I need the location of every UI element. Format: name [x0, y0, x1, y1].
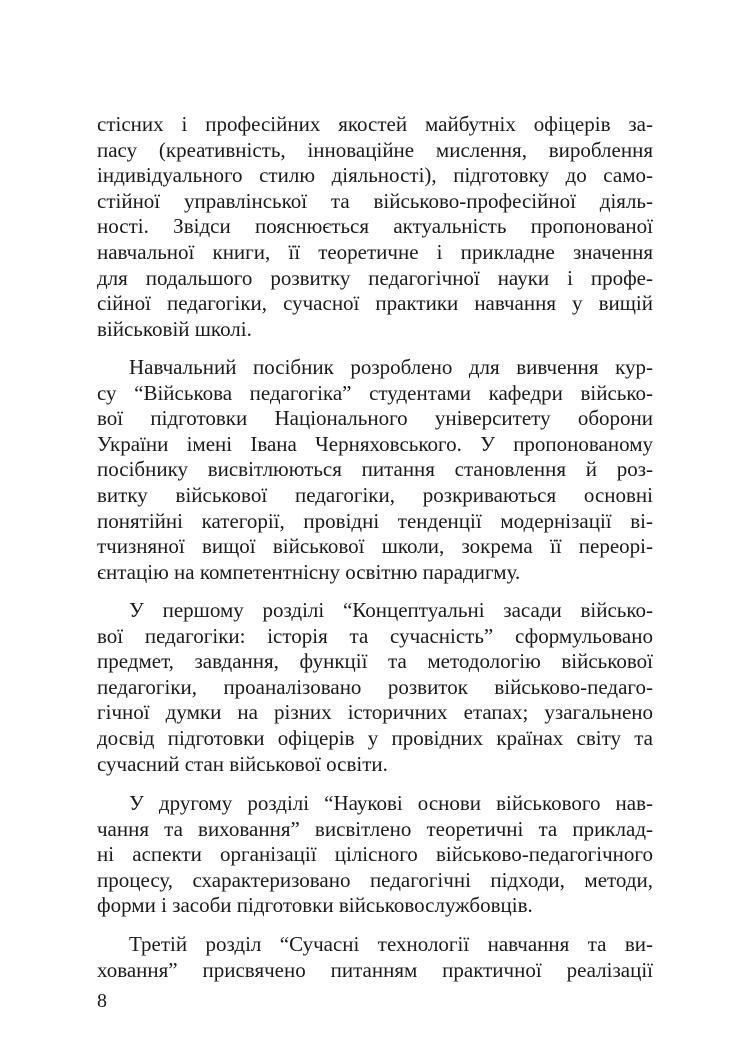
text-line: індивідуального стилю діяльності), підготовку до само- — [97, 163, 653, 188]
text-line: навчальної книги, її теоретичне і прикладне значення — [97, 239, 653, 264]
text-line: ховання” присвячено питанням практичної реалізації — [97, 957, 653, 982]
text-line: ні аспекти організації цілісного військово-педагогічного — [97, 842, 653, 867]
page-number: 8 — [97, 990, 107, 1012]
text-line: сучасний стан військової освіти. — [97, 751, 388, 776]
text-line: понятійні категорії, провідні тенденції модернізації ві- — [97, 508, 653, 533]
text-line: стісних і професійних якостей майбутніх офіцерів за- — [97, 112, 653, 136]
text-line: У другому розділі “Наукові основи військового нав- — [129, 791, 653, 815]
paragraph-1 — [97, 112, 653, 342]
text-line: витку військової педагогіки, розкриваються основні — [97, 482, 653, 507]
text-line: пасу (креативність, інноваційне мислення, вироблення — [97, 137, 653, 162]
text-line: Навчальний посібник розроблено для вивчення кур- — [129, 355, 653, 379]
text-line: су “Військова педагогіка” студентами кафедри військо- — [97, 380, 653, 405]
paragraph-5 — [97, 932, 653, 983]
text-line: посібнику висвітлюються питання становлення й роз- — [97, 457, 653, 482]
text-line: чання та виховання” висвітлено теоретичні та приклад- — [97, 816, 653, 841]
text-line: вої педагогіки: історія та сучасність” сформульовано — [97, 623, 653, 648]
text-line: сійної педагогіки, сучасної практики навчання у вищій — [97, 291, 653, 316]
page-body — [97, 0, 653, 1061]
text-line: військовій школі. — [97, 316, 252, 341]
text-line: У першому розділі “Концептуальні засади військо- — [129, 598, 653, 622]
text-line: педагогіки, проаналізовано розвиток військово-педаго- — [97, 674, 653, 699]
text-line: ності. Звідси пояснюється актуальність пропонованої — [97, 214, 653, 239]
text-line: Третій розділ “Сучасні технології навчання та ви- — [129, 932, 653, 956]
text-line: досвід підготовки офіцерів у провідних країнах світу та — [97, 725, 653, 750]
text-line: єнтацію на компетентнісну освітню парадигму. — [97, 559, 521, 584]
text-line: для подальшого розвитку педагогічної науки і профе- — [97, 265, 653, 290]
text-line: України імені Івана Черняховського. У пропонованому — [97, 431, 653, 456]
text-line: гічної думки на різних історичних етапах; узагальнено — [97, 700, 653, 725]
text-line: вої підготовки Національного університету оборони — [97, 406, 653, 431]
text-line: предмет, завдання, функції та методологію військової — [97, 649, 653, 674]
text-line: форми і засоби підготовки військовослужбовців. — [97, 893, 533, 918]
paragraph-2 — [97, 355, 653, 585]
text-line: стійної управлінської та військово-професійної діяль- — [97, 188, 653, 213]
text-line: процесу, схарактеризовано педагогічні підходи, методи, — [97, 867, 653, 892]
text-line: тчизняної вищої військової школи, зокрема її переорі- — [97, 534, 653, 559]
paragraph-4 — [97, 791, 653, 919]
paragraph-3 — [97, 598, 653, 777]
